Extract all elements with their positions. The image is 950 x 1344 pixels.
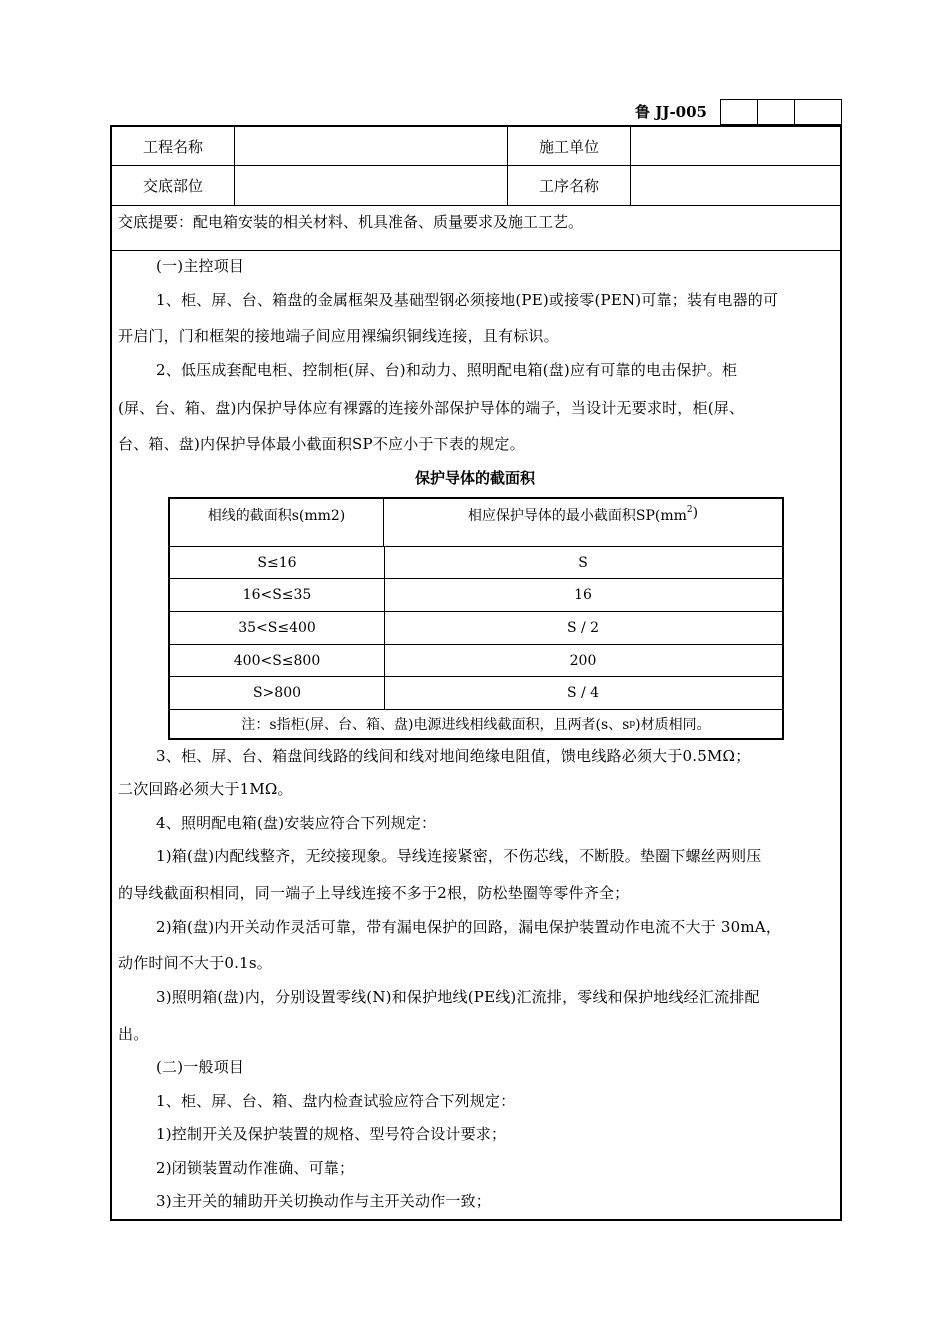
paragraph-line: 台、箱、盘)内保护导体最小截面积SP不应小于下表的规定。 — [118, 435, 525, 453]
body-content-lower — [118, 0, 836, 1344]
paragraph-line: 2、低压成套配电柜、控制柜(屏、台)和动力、照明配电箱(盘)应有可靠的电击保护。柜 — [156, 361, 738, 379]
paragraph-line: 3)照明箱(盘)内，分别设置零线(N)和保护地线(PE线)汇流排，零线和保护地线经汇流排配 — [156, 988, 760, 1006]
paragraph-line: 1、柜、屏、台、箱、盘内检查试验应符合下列规定： — [156, 1092, 516, 1110]
paragraph-line: 1)箱(盘)内配线整齐，无绞接现象。导线连接紧密，不伤芯线，不断股。垫圈下螺丝两则压 — [156, 847, 762, 865]
header-col2-tail: ) — [692, 505, 699, 521]
phase-section-cell: S≤16 — [170, 547, 385, 578]
paragraph-line: 的导线截面积相同，同一端子上导线连接不多于2根，防松垫圈等零件齐全； — [118, 884, 630, 902]
phase-section-cell: 16<S≤35 — [170, 579, 385, 611]
table-title: 保护导体的截面积 — [414, 469, 535, 487]
pe-section-cell: S / 2 — [566, 620, 600, 636]
paragraph-line: 2)闭锁装置动作准确、可靠； — [156, 1159, 355, 1177]
paragraph-line: 出。 — [118, 1025, 149, 1043]
section-heading: (一)主控项目 — [156, 257, 245, 275]
paragraph-line: 3、柜、屏、台、箱盘间线路的线间和线对地间绝缘电阻值，馈电线路必须大于0.5MΩ； — [156, 747, 751, 765]
form-code: 鲁 JJ-005 — [635, 103, 707, 121]
paragraph-line: 1)控制开关及保护装置的规格、型号符合设计要求； — [156, 1125, 507, 1143]
paragraph-line: 3)主开关的辅助开关切换动作与主开关动作一致； — [156, 1192, 491, 1210]
construction-unit-label: 施工单位 — [538, 137, 599, 156]
paragraph-line: 动作时间不大于0.1s。 — [118, 954, 272, 972]
process-name-label: 工序名称 — [538, 177, 599, 195]
header-col2-sup: 2 — [686, 505, 693, 515]
paragraph-line: 二次回路必须大于1MΩ。 — [118, 780, 293, 798]
project-name-label: 工程名称 — [142, 137, 203, 156]
pe-section-cell: 200 — [569, 652, 597, 669]
table-header-col1: 相线的截面积s(mm2) — [170, 499, 384, 546]
pe-section-cell: S / 4 — [566, 685, 600, 701]
paragraph-line: 1、柜、屏、台、箱盘的金属框架及基础型钢必须接地(PE)或接零(PEN)可靠；装有电器的可 — [156, 291, 779, 309]
table-note-sub: p — [629, 719, 636, 729]
disclosure-part-label: 交底部位 — [142, 177, 203, 195]
phase-section-cell: 400<S≤800 — [170, 645, 385, 676]
paragraph-line: 2)箱(盘)内开关动作灵活可靠，带有漏电保护的回路，漏电保护装置动作电流不大于 30mA， — [156, 918, 782, 936]
paragraph-line: 开启门，门和框架的接地端子间应用裸编织铜线连接，且有标识。 — [118, 327, 559, 345]
summary-text: 交底提要：配电箱安装的相关材料、机具准备、质量要求及施工工艺。 — [118, 213, 584, 231]
section-heading: (二)一般项目 — [156, 1058, 245, 1076]
pe-section-cell: 16 — [574, 587, 592, 603]
table-note-post: )材质相同。 — [635, 717, 711, 733]
paragraph-line: (屏、台、箱、盘)内保护导体应有裸露的连接外部保护导体的端子，当设计无要求时，柜(屏、 — [118, 399, 745, 417]
header-col2-text: 相应保护导体的最小截面积SP(mm — [467, 508, 687, 524]
paragraph-line: 4、照明配电箱(盘)安装应符合下列规定： — [156, 814, 437, 832]
table-note-pre: 注：s指柜(屏、台、箱、盘)电源进线相线截面积，且两者(s、s — [241, 717, 630, 733]
pe-section-cell: S — [578, 554, 588, 571]
phase-section-cell: 35<S≤400 — [170, 612, 385, 644]
phase-section-cell: S>800 — [170, 677, 385, 709]
